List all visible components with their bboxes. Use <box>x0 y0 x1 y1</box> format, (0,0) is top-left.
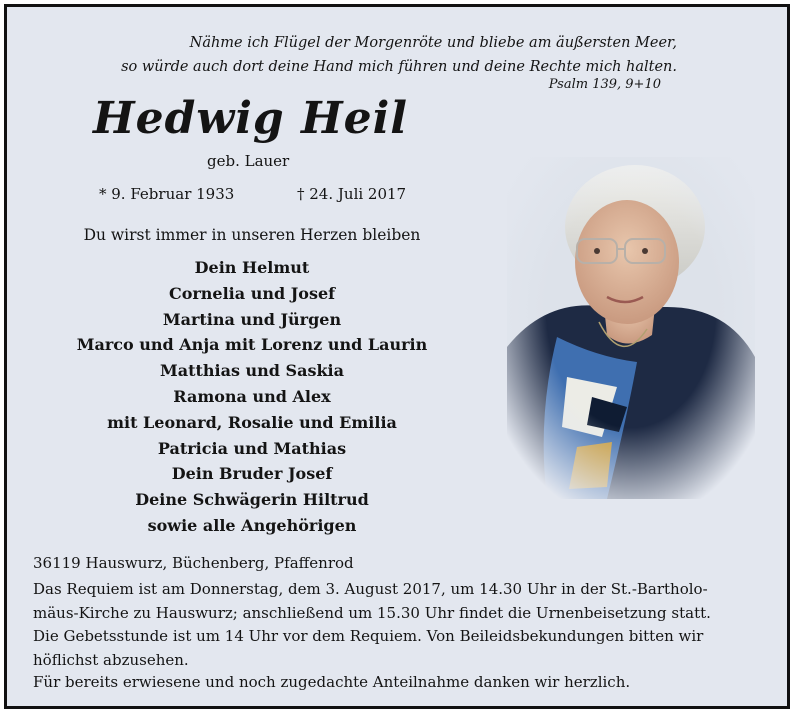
psalm-line-1: Nähme ich Flügel der Morgenröte und bliebe am äußersten Meer, <box>189 35 677 51</box>
birth-date: * 9. Februar 1933 <box>99 185 235 203</box>
service-info-line: mäus-Kirche zu Hauswurz; anschließend um 15.30 Uhr findet die Urnenbeisetzung statt. <box>33 603 711 622</box>
family-member: mit Leonard, Rosalie und Emilia <box>107 412 397 432</box>
family-member: Deine Schwägerin Hiltrud <box>135 490 369 510</box>
family-member: Matthias und Saskia <box>160 361 344 381</box>
obituary-notice <box>4 4 790 709</box>
death-date: † 24. Juli 2017 <box>297 185 407 203</box>
psalm-line-2: so würde auch dort deine Hand mich führen und deine Rechte mich halten. <box>121 59 677 75</box>
maiden-name: geb. Lauer <box>207 152 290 170</box>
family-member: Martina und Jürgen <box>162 309 342 329</box>
service-info <box>33 578 793 672</box>
psalm-quote <box>121 31 677 79</box>
family-member: Dein Helmut <box>194 258 310 277</box>
family-member: Dein Bruder Josef <box>171 464 333 484</box>
family-member: Cornelia und Josef <box>168 283 336 303</box>
family-member: sowie alle Angehörigen <box>147 515 357 535</box>
family-member: Marco und Anja mit Lorenz und Laurin <box>76 335 428 355</box>
thanks-line: Für bereits erwiesene und noch zugedachte Anteilnahme danken wir herzlich. <box>33 673 631 691</box>
portrait-photo <box>507 157 755 499</box>
residence-line: 36119 Hauswurz, Büchenberg, Pfaffenrod <box>33 554 354 572</box>
family-member: Patricia und Mathias <box>157 438 347 458</box>
memorial-tagline: Du wirst immer in unseren Herzen bleiben <box>83 226 421 244</box>
service-info-line: Das Requiem ist am Donnerstag, dem 3. August 2017, um 14.30 Uhr in der St.-Bartholo- <box>33 580 708 598</box>
psalm-reference: Psalm 139, 9+10 <box>548 77 661 92</box>
deceased-name: Hedwig Heil <box>93 93 409 144</box>
service-info-line: höflichst abzusehen. <box>33 650 189 669</box>
family-list <box>67 255 437 539</box>
service-info-line: Die Gebetsstunde ist um 14 Uhr vor dem Requiem. Von Beileidsbekundungen bitten wir <box>33 627 704 645</box>
family-member: Ramona und Alex <box>173 386 331 406</box>
